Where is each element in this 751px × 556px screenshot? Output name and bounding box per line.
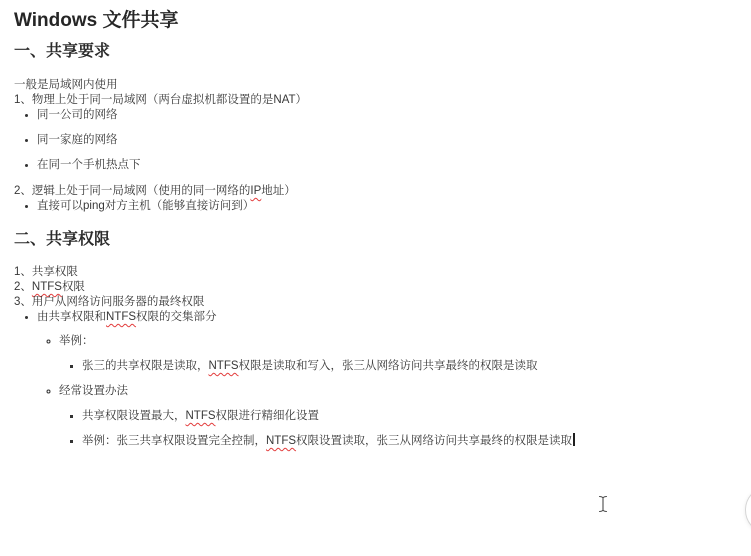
list-item-ping-host[interactable]: • 直接可以ping对方主机（能够直接访问到） — [37, 199, 751, 214]
misspelled-word: NTFS — [31, 281, 62, 293]
text-segment: 权限进行精细化设置 — [215, 410, 320, 422]
method-setting-text — [82, 410, 319, 422]
text-segment: 地址） — [261, 185, 296, 197]
intersection-text — [37, 311, 217, 323]
list-permission-details — [14, 310, 751, 449]
method-label-text: 经常设置办法 — [59, 385, 128, 397]
list-item-same-company-network[interactable]: • 同一公司的网络 — [37, 108, 751, 123]
list-item-same-home-network[interactable]: • 同一家庭的网络 — [37, 133, 751, 148]
example-zhangsan-text — [82, 360, 538, 372]
text-segment: 举例：张三共享权限设置完全控制， — [82, 435, 266, 447]
misspelled-word: NTFS — [208, 360, 239, 372]
text-segment: 权限的交集部分 — [136, 311, 217, 323]
paragraph-final-permission[interactable]: 3、用户从网络访问服务器的最终权限 — [14, 296, 205, 308]
text-caret — [573, 433, 575, 446]
misspelled-word: NTFS — [185, 410, 216, 422]
text-segment: 2、 — [14, 281, 32, 293]
section-heading-share-requirements[interactable]: 一、共享要求 — [14, 43, 111, 60]
list-item-method-setting[interactable] — [82, 409, 751, 424]
text-segment: 权限设置读取，张三从网络访问共享最终的权限是读取 — [296, 435, 573, 447]
paragraph-physical-lan[interactable]: 1、物理上处于同一局域网（两台虚拟机都设置的是NAT） — [14, 94, 308, 106]
text-segment: 张三的共享权限是读取， — [82, 360, 209, 372]
misspelled-word: IP — [250, 185, 262, 197]
text-segment: 2、逻辑上处于同一局域网（使用的同一网络的 — [14, 185, 251, 197]
list-item-example-label[interactable] — [59, 334, 751, 374]
document-title[interactable]: Windows 文件共享 — [14, 10, 179, 31]
text-segment: 权限 — [61, 281, 85, 293]
paragraph-general-lan[interactable]: 一般是局域网内使用 — [14, 79, 118, 91]
list-item-example-zhangsan[interactable] — [82, 359, 751, 374]
method-example-text — [82, 435, 572, 447]
list-intersection-sub — [37, 334, 751, 449]
list-example — [59, 359, 751, 374]
misspelled-word: NTFS — [106, 311, 137, 323]
list-logical-lan — [14, 199, 751, 214]
list-method — [59, 409, 751, 449]
list-item-method-example[interactable] — [82, 433, 751, 449]
text-segment: 权限是读取和写入，张三从网络访问共享最终的权限是读取 — [238, 360, 538, 372]
paragraph-ntfs-permission[interactable] — [14, 280, 751, 295]
paragraph-share-permission[interactable]: 1、共享权限 — [14, 266, 78, 278]
text-segment: 由共享权限和 — [37, 311, 106, 323]
paragraph-logical-lan[interactable] — [14, 184, 751, 199]
misspelled-word: NTFS — [266, 435, 297, 447]
document-editing-area[interactable] — [14, 9, 751, 449]
floating-corner-button[interactable] — [745, 486, 751, 534]
list-physical-lan — [14, 108, 751, 173]
section-heading-share-permissions[interactable]: 二、共享权限 — [14, 231, 111, 248]
ibeam-mouse-cursor — [598, 495, 609, 518]
example-label-text: 举例： — [59, 335, 94, 347]
text-segment: 共享权限设置最大， — [82, 410, 186, 422]
list-item-method-label[interactable] — [59, 384, 751, 449]
list-item-same-hotspot[interactable]: • 在同一个手机热点下 — [37, 158, 751, 173]
list-item-intersection[interactable] — [37, 310, 751, 449]
